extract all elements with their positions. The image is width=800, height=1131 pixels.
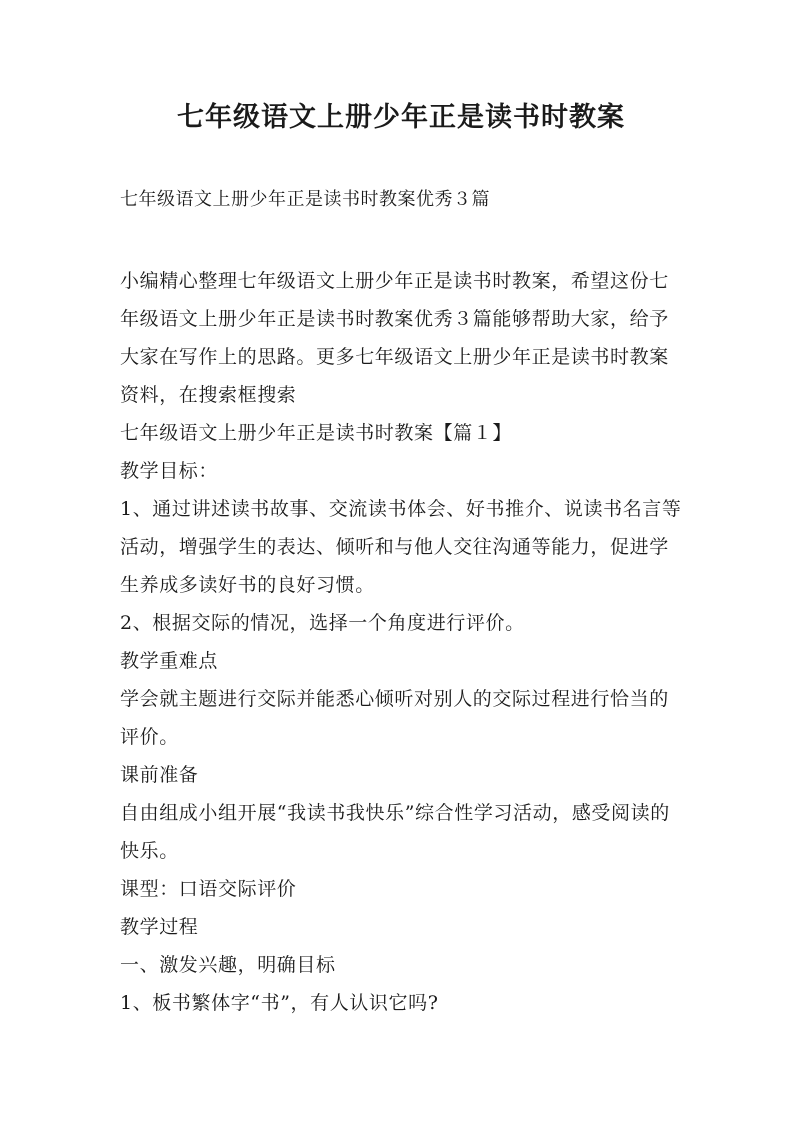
document-body [120,262,682,1022]
process-step-1-heading: 一、激发兴趣，明确目标 [120,954,336,976]
key-difficulty-heading: 教学重难点 [120,650,219,672]
document-title: 七年级语文上册少年正是读书时教案 [177,102,625,133]
document-subtitle: 七年级语文上册少年正是读书时教案优秀３篇 [120,189,490,210]
intro-paragraph: 小编精心整理七年级语文上册少年正是读书时教案，希望这份七年级语文上册少年正是读书时教案优秀３篇能够帮助大家，给予大家在写作上的思路。更多七年级语文上册少年正是读书时教案资料，在搜索框搜索 [120,270,669,406]
key-difficulty-text: 学会就主题进行交际并能悉心倾听对别人的交际过程进行恰当的评价。 [120,688,669,748]
preparation-text: 自由组成小组开展“我读书我快乐”综合性学习活动，感受阅读的快乐。 [120,802,670,862]
lesson-type: 课型：口语交际评价 [120,878,297,900]
teaching-process-heading: 教学过程 [120,916,199,938]
teaching-goals-heading: 教学目标： [120,460,219,482]
goal-item-2: 2、根据交际的情况，选择一个角度进行评价。 [120,612,525,634]
process-step-1-item-1: 1、板书繁体字“书”，有人认识它吗? [120,992,439,1014]
section-heading-part1: 七年级语文上册少年正是读书时教案【篇１】 [120,422,513,444]
goal-item-1: 1、通过讲述读书故事、交流读书体会、好书推介、说读书名言等活动，增强学生的表达、倾听和与他人交往沟通等能力，促进学生养成多读好书的良好习惯。 [120,498,682,596]
preparation-heading: 课前准备 [120,764,199,786]
